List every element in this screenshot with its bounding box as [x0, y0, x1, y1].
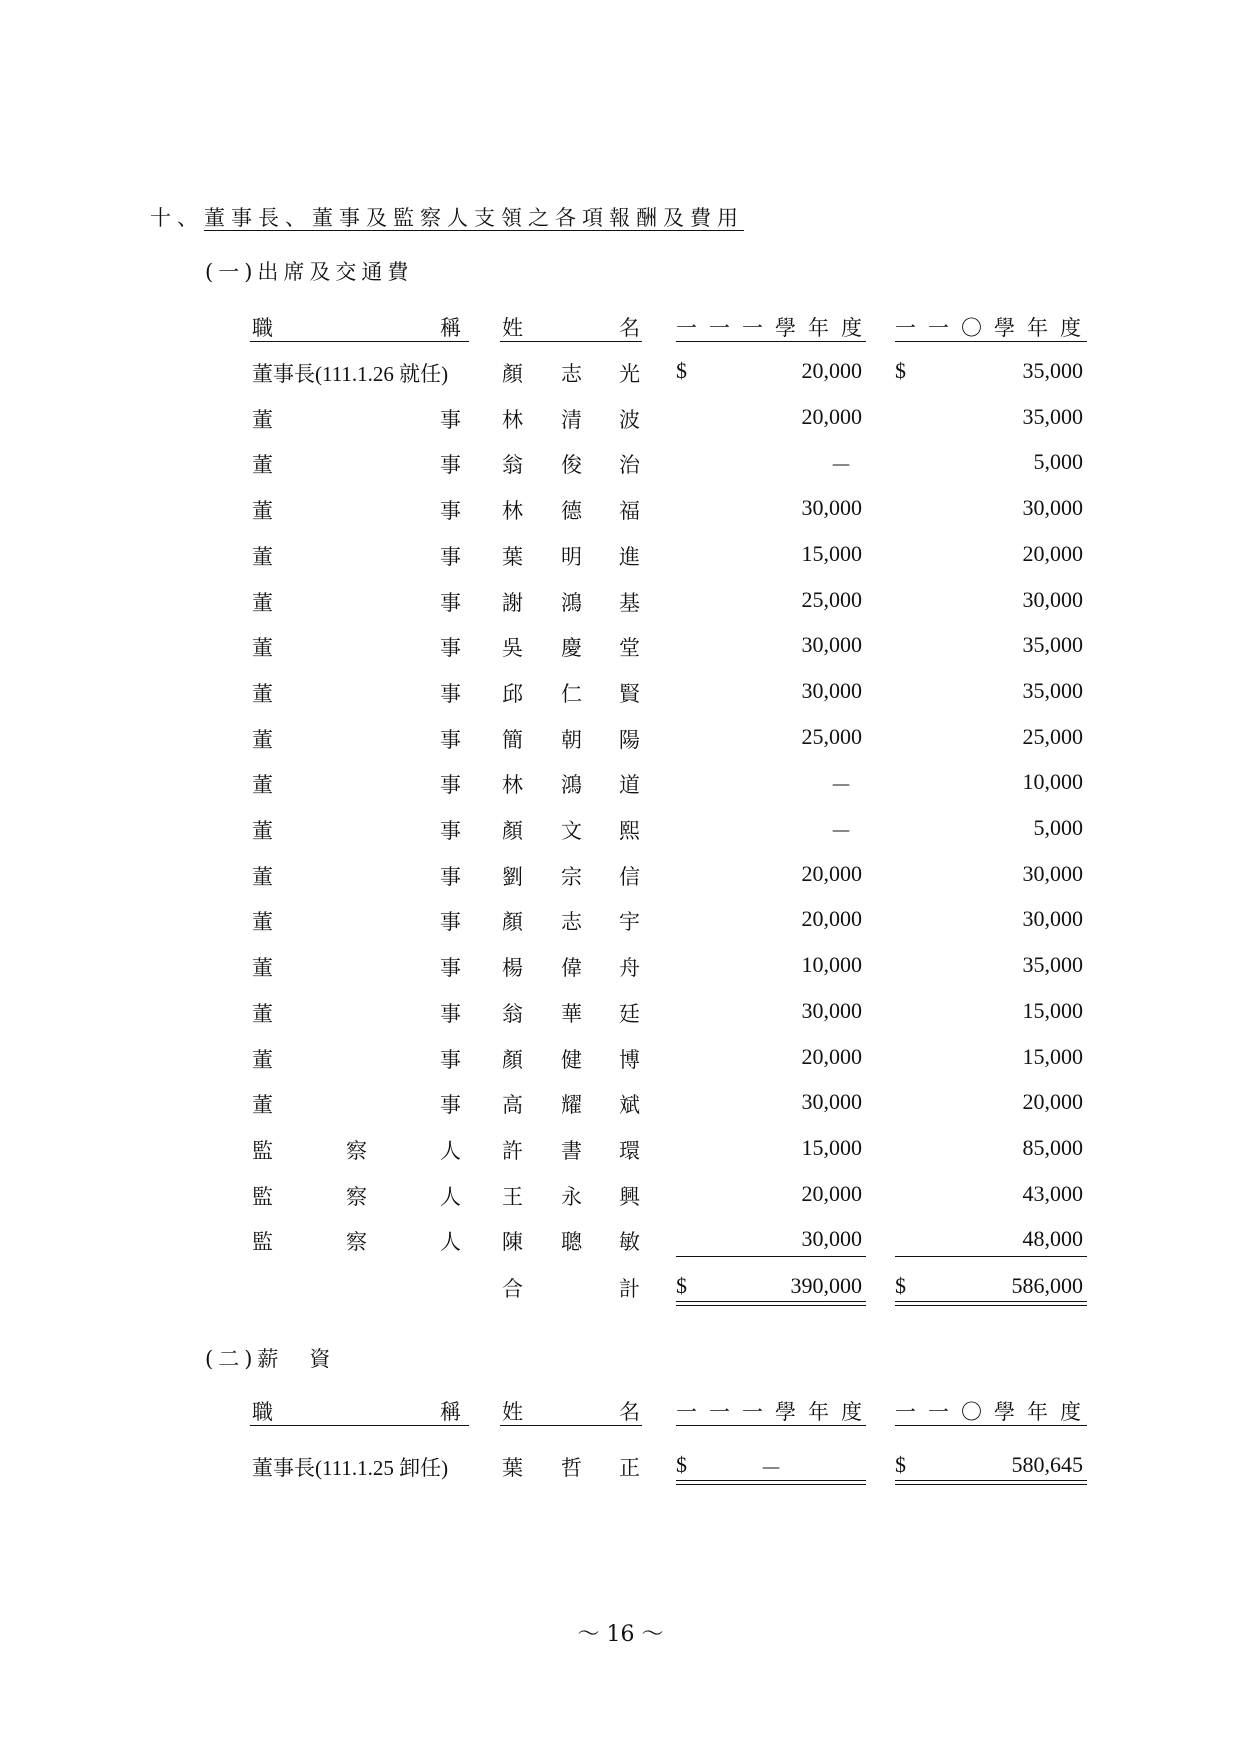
- header-title-left: 職: [252, 316, 273, 340]
- s2-header-rule-name: [500, 1425, 642, 1426]
- row-value-110: 20,000: [1022, 1089, 1083, 1114]
- row-name-1: 葉: [502, 545, 523, 569]
- header-name-right: 名: [619, 316, 640, 340]
- row-title-left: 董: [252, 682, 273, 706]
- header-rule-110: [895, 341, 1087, 342]
- row-name-2: 文: [561, 819, 582, 843]
- row-name-1: 吳: [502, 636, 523, 660]
- row-name-2: 仁: [561, 682, 582, 706]
- row-value-111: 25,000: [801, 587, 862, 612]
- header-rule-name: [500, 341, 642, 342]
- row-value-110: 35,000: [1022, 404, 1083, 429]
- total-label-left: 合: [502, 1277, 523, 1301]
- row-title-right: 事: [440, 453, 461, 477]
- row-title-left: 董: [252, 591, 273, 615]
- row-name-3: 興: [619, 1185, 640, 1209]
- row-name-3: 宇: [619, 910, 640, 934]
- row-title-mid: 察: [346, 1185, 367, 1209]
- row-title-left: 董: [252, 636, 273, 660]
- row-title-right: 事: [440, 865, 461, 889]
- row-name-1: 翁: [502, 1002, 523, 1026]
- row-name-3: 治: [619, 453, 640, 477]
- row-value-111: －: [830, 453, 853, 478]
- row-title-left: 董: [252, 408, 273, 432]
- heading-title: 董事長、董事及監察人支領之各項報酬及費用: [204, 206, 744, 230]
- row-value-111: 30,000: [801, 998, 862, 1023]
- row-value-110: 25,000: [1022, 724, 1083, 749]
- row-name-3: 博: [619, 1048, 640, 1072]
- row-name-3: 敏: [619, 1230, 640, 1254]
- row-title-mid: 察: [346, 1230, 367, 1254]
- row-title: 董事長(111.1.26 就任): [252, 362, 449, 386]
- row-value-111: 30,000: [801, 495, 862, 520]
- row-name-3: 廷: [619, 1002, 640, 1026]
- row-name-2: 鴻: [561, 591, 582, 615]
- s2-dollar-111: $: [676, 1452, 687, 1477]
- s2-row-title: 董事長(111.1.25 卸任): [252, 1456, 449, 1480]
- row-name-3: 道: [619, 773, 640, 797]
- row-title-right: 事: [440, 591, 461, 615]
- row-title-right: 事: [440, 636, 461, 660]
- row-name-3: 斌: [619, 1093, 640, 1117]
- row-name-2: 耀: [561, 1093, 582, 1117]
- row-title-right: 人: [440, 1230, 461, 1254]
- row-name-1: 陳: [502, 1230, 523, 1254]
- row-title-right: 人: [440, 1185, 461, 1209]
- row-name-1: 林: [502, 773, 523, 797]
- s2-header-year-110: 一一〇學年度: [895, 1400, 1093, 1424]
- row-name-2: 聰: [561, 1230, 582, 1254]
- row-value-110: 48,000: [1022, 1226, 1083, 1251]
- row-name-2: 俊: [561, 453, 582, 477]
- row-value-111: 20,000: [801, 1044, 862, 1069]
- row-value-111: 15,000: [801, 541, 862, 566]
- row-title-left: 董: [252, 956, 273, 980]
- row-title-mid: 察: [346, 1139, 367, 1163]
- s2-header-name-left: 姓: [502, 1400, 523, 1424]
- row-value-110: 5,000: [1033, 449, 1083, 474]
- row-value-110: 30,000: [1022, 495, 1083, 520]
- row-value-110: 43,000: [1022, 1181, 1083, 1206]
- row-name-3: 光: [619, 362, 640, 386]
- header-rule-title: [250, 341, 469, 342]
- s2-row-name-1: 葉: [502, 1456, 523, 1480]
- row-value-111: 30,000: [801, 678, 862, 703]
- row-title-left: 董: [252, 819, 273, 843]
- row-title-left: 董: [252, 453, 273, 477]
- row-name-1: 林: [502, 499, 523, 523]
- row-value-110: 85,000: [1022, 1135, 1083, 1160]
- row-value-111: 20,000: [801, 404, 862, 429]
- s2-header-title-right: 稱: [440, 1400, 461, 1424]
- s2-header-title-left: 職: [252, 1400, 273, 1424]
- row-name-1: 劉: [502, 865, 523, 889]
- row-value-111: 10,000: [801, 952, 862, 977]
- row-title-right: 事: [440, 1093, 461, 1117]
- row-name-1: 顏: [502, 1048, 523, 1072]
- row-name-3: 進: [619, 545, 640, 569]
- s2-header-year-111: 一一一學年度: [676, 1400, 874, 1424]
- row-name-2: 偉: [561, 956, 582, 980]
- s2-header-rule-111: [676, 1425, 866, 1426]
- row-name-1: 顏: [502, 910, 523, 934]
- section1-title: (一)出席及交通費: [205, 260, 414, 284]
- header-name-left: 姓: [502, 316, 523, 340]
- row-name-2: 鴻: [561, 773, 582, 797]
- heading-prefix: 十、: [150, 206, 204, 230]
- total-label-right: 計: [619, 1277, 640, 1301]
- row-title-left: 董: [252, 1002, 273, 1026]
- s2-value-110: 580,645: [1011, 1452, 1083, 1477]
- s2-header-name-right: 名: [619, 1400, 640, 1424]
- row-title-left: 監: [252, 1185, 273, 1209]
- row-name-3: 賢: [619, 682, 640, 706]
- row-value-111: 15,000: [801, 1135, 862, 1160]
- row-name-3: 堂: [619, 636, 640, 660]
- row-value-111: －: [830, 773, 853, 798]
- row-name-1: 許: [502, 1139, 523, 1163]
- row-name-2: 永: [561, 1185, 582, 1209]
- row-title-left: 監: [252, 1139, 273, 1163]
- row-name-2: 書: [561, 1139, 582, 1163]
- row-name-3: 環: [619, 1139, 640, 1163]
- row-value-110: 20,000: [1022, 541, 1083, 566]
- row-value-111: 20,000: [801, 358, 862, 383]
- row-title-right: 事: [440, 1002, 461, 1026]
- total-dollar-111: $: [676, 1273, 687, 1298]
- header-year-110-text: 一一〇學年度: [895, 316, 1093, 340]
- s2-double-rule-110: [895, 1480, 1087, 1485]
- section2-title: (二)薪 資: [205, 1347, 336, 1371]
- row-name-2: 華: [561, 1002, 582, 1026]
- row-value-110: 15,000: [1022, 1044, 1083, 1069]
- row-title-left: 董: [252, 910, 273, 934]
- header-title-right: 稱: [440, 316, 461, 340]
- page-number: ～ 16 ～: [577, 1622, 664, 1647]
- row-value-110: 35,000: [1022, 358, 1083, 383]
- row-name-1: 顏: [502, 819, 523, 843]
- s2-row-name-2: 哲: [561, 1456, 582, 1480]
- row-title-left: 董: [252, 728, 273, 752]
- header-year-110: [895, 312, 1093, 342]
- row-title-right: 事: [440, 910, 461, 934]
- row-name-1: 林: [502, 408, 523, 432]
- s2-double-rule-111: [676, 1480, 866, 1485]
- row-name-3: 福: [619, 499, 640, 523]
- subtotal-rule-111: [676, 1256, 866, 1257]
- row-title-right: 事: [440, 499, 461, 523]
- row-title-right: 事: [440, 773, 461, 797]
- row-title-right: 事: [440, 728, 461, 752]
- row-name-1: 王: [502, 1185, 523, 1209]
- s2-header-rule-110: [895, 1425, 1087, 1426]
- total-value-110: 586,000: [1011, 1273, 1083, 1298]
- row-title-right: 事: [440, 545, 461, 569]
- header-rule-111: [676, 341, 866, 342]
- row-dollar-111: $: [676, 358, 687, 383]
- row-name-3: 陽: [619, 728, 640, 752]
- row-value-111: 30,000: [801, 1226, 862, 1251]
- total-double-rule-111: [676, 1301, 866, 1306]
- s2-row-name-3: 正: [619, 1456, 640, 1480]
- row-name-3: 舟: [619, 956, 640, 980]
- header-year-111-text: 一一一學年度: [676, 316, 874, 340]
- row-value-111: 20,000: [801, 906, 862, 931]
- row-title-right: 事: [440, 408, 461, 432]
- row-title-right: 事: [440, 956, 461, 980]
- row-value-111: 20,000: [801, 1181, 862, 1206]
- row-name-3: 熙: [619, 819, 640, 843]
- row-name-1: 邱: [502, 682, 523, 706]
- total-dollar-110: $: [895, 1273, 906, 1298]
- s2-header-rule-title: [250, 1425, 469, 1426]
- row-title-left: 董: [252, 865, 273, 889]
- row-value-111: －: [830, 819, 853, 844]
- row-value-111: 30,000: [801, 1089, 862, 1114]
- row-name-1: 顏: [502, 362, 523, 386]
- header-year-111: [676, 312, 874, 342]
- row-title-left: 董: [252, 1093, 273, 1117]
- row-name-1: 楊: [502, 956, 523, 980]
- row-name-1: 翁: [502, 453, 523, 477]
- row-name-3: 基: [619, 591, 640, 615]
- section-heading: [150, 202, 744, 232]
- row-name-1: 謝: [502, 591, 523, 615]
- row-title-left: 董: [252, 545, 273, 569]
- row-dollar-110: $: [895, 358, 906, 383]
- row-value-110: 30,000: [1022, 587, 1083, 612]
- row-name-2: 清: [561, 408, 582, 432]
- total-double-rule-110: [895, 1301, 1087, 1306]
- row-value-110: 30,000: [1022, 906, 1083, 931]
- row-title-left: 董: [252, 499, 273, 523]
- row-name-1: 簡: [502, 728, 523, 752]
- row-value-110: 30,000: [1022, 861, 1083, 886]
- row-name-2: 志: [561, 362, 582, 386]
- row-name-2: 德: [561, 499, 582, 523]
- row-value-110: 35,000: [1022, 678, 1083, 703]
- row-value-110: 35,000: [1022, 632, 1083, 657]
- row-name-2: 朝: [561, 728, 582, 752]
- total-value-111: 390,000: [790, 1273, 862, 1298]
- row-name-2: 宗: [561, 865, 582, 889]
- row-title-left: 監: [252, 1230, 273, 1254]
- row-value-110: 35,000: [1022, 952, 1083, 977]
- row-value-110: 15,000: [1022, 998, 1083, 1023]
- row-name-2: 志: [561, 910, 582, 934]
- row-value-110: 10,000: [1022, 769, 1083, 794]
- row-name-2: 明: [561, 545, 582, 569]
- row-value-111: 30,000: [801, 632, 862, 657]
- row-name-3: 信: [619, 865, 640, 889]
- row-title-right: 事: [440, 682, 461, 706]
- row-name-2: 慶: [561, 636, 582, 660]
- row-title-right: 事: [440, 1048, 461, 1072]
- row-name-3: 波: [619, 408, 640, 432]
- s2-value-111: －: [760, 1456, 783, 1481]
- row-name-1: 高: [502, 1093, 523, 1117]
- row-value-111: 20,000: [801, 861, 862, 886]
- row-value-110: 5,000: [1033, 815, 1083, 840]
- row-title-left: 董: [252, 773, 273, 797]
- subtotal-rule-110: [895, 1256, 1087, 1257]
- row-value-111: 25,000: [801, 724, 862, 749]
- row-name-2: 健: [561, 1048, 582, 1072]
- row-title-right: 事: [440, 819, 461, 843]
- row-title-right: 人: [440, 1139, 461, 1163]
- s2-dollar-110: $: [895, 1452, 906, 1477]
- row-title-left: 董: [252, 1048, 273, 1072]
